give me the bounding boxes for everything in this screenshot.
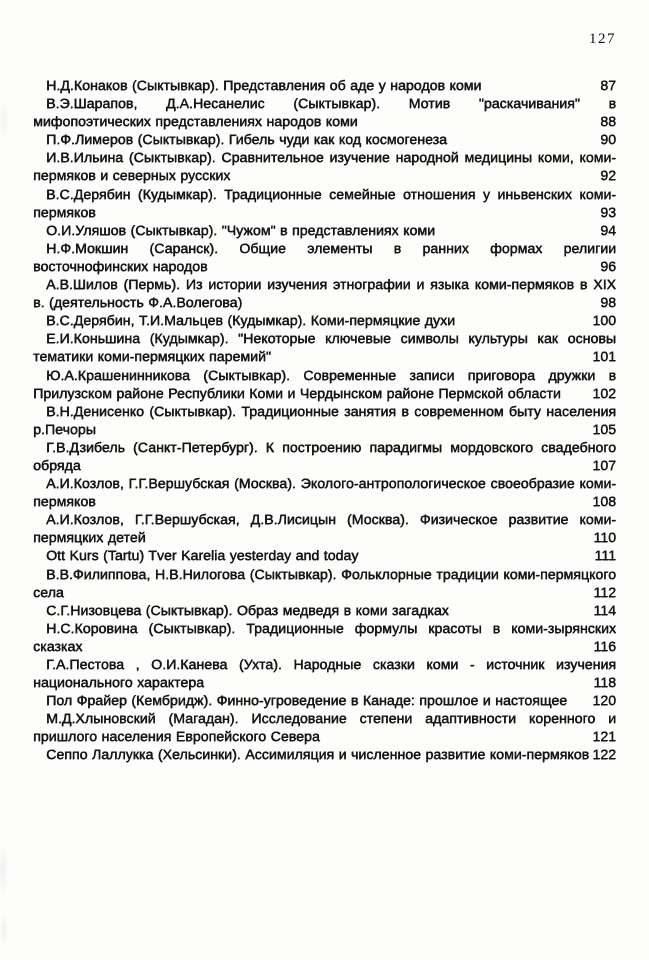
toc-entry xyxy=(33,312,616,330)
toc-entry-page-number: 122 xyxy=(592,747,616,764)
toc-entry xyxy=(33,692,616,710)
toc-entry-page-number: 114 xyxy=(593,602,616,619)
toc-entry-page-number: 90 xyxy=(600,132,616,149)
toc-entry xyxy=(33,511,616,547)
toc-entry-page-number: 120 xyxy=(592,693,616,710)
toc-entry xyxy=(33,566,616,602)
toc-entry xyxy=(33,710,616,746)
toc-entry xyxy=(33,240,616,276)
toc-entry-text: В.В.Филиппова, Н.В.Нилогова (Сыктывкар). Фольклорные традиции коми-пермяцкого села xyxy=(33,566,616,601)
toc-entry-text: А.И.Козлов, Г.Г.Вершубская (Москва). Эколого-антропологическое своеобразие коми-пермяков xyxy=(33,476,616,511)
toc-entry-text: А.В.Шилов (Пермь). Из истории изучения этнографии и языка коми-пермяков в XIX в. (деятельность Ф.А.Волегова) xyxy=(33,277,616,312)
toc-entry-text: Н.С.Коровина (Сыктывкар). Традиционные формулы красоты в коми-зырянских сказках xyxy=(33,620,616,655)
toc-entry-page-number: 108 xyxy=(592,494,616,511)
toc-entry xyxy=(33,149,616,185)
toc-entry xyxy=(33,620,616,656)
toc-entry-page-number: 100 xyxy=(592,313,616,330)
toc-entry-text: С.Г.Низовцева (Сыктывкар). Образ медведя в коми загадках xyxy=(46,602,449,619)
toc-entry-page-number: 111 xyxy=(594,548,616,565)
toc-entry xyxy=(33,403,616,439)
toc-entry-page-number: 87 xyxy=(600,78,616,94)
toc-entry-page-number: 88 xyxy=(600,114,616,131)
toc-entry-text: Ю.А.Крашенинникова (Сыктывкар). Современные записи приговора дружки в Прилузском районе Республики Коми и Чердынском районе Пермской области xyxy=(33,367,616,402)
toc-entry-text: Н.Д.Конаков (Сыктывкар). Представления об аде у народов коми xyxy=(46,78,482,94)
toc-entry-page-number: 93 xyxy=(600,204,616,221)
toc-entry xyxy=(33,746,616,764)
toc-entry xyxy=(33,602,616,620)
toc-entry-text: Г.А.Пестова , О.И.Канева (Ухта). Народные сказки коми - источник изучения национального характера xyxy=(33,657,616,692)
toc-entry-page-number: 107 xyxy=(592,457,616,474)
toc-entry-page-number: 101 xyxy=(592,349,616,366)
toc-entry-text: Е.И.Коньшина (Кудымкар). "Некоторые ключевые символы культуры как основы тематики коми-пермяцких паремий" xyxy=(33,331,616,366)
toc-entry-page-number: 102 xyxy=(592,385,616,402)
toc-entry-text: Пол Фрайер (Кембридж). Финно-угроведение в Канаде: прошлое и настоящее xyxy=(46,693,568,710)
toc-entry xyxy=(33,186,616,222)
toc-entry-page-number: 112 xyxy=(593,584,616,601)
toc-entry-text: Сеппо Лаллукка (Хельсинки). Ассимиляция и численное развитие коми-пермяков xyxy=(46,747,590,764)
toc-entry-text: Н.Ф.Мокшин (Саранск). Общие элементы в ранних формах религии восточнофинских народов xyxy=(33,240,616,275)
toc-entry-page-number: 94 xyxy=(600,222,616,239)
toc-entry xyxy=(33,131,616,149)
toc-entry-text: О.И.Уляшов (Сыктывкар). "Чужом" в представлениях коми xyxy=(46,222,435,239)
toc-entry-page-number: 98 xyxy=(600,295,616,312)
toc-entry xyxy=(33,77,616,95)
toc-entry-text: А.И.Козлов, Г.Г.Вершубская, Д.В.Лисицын (Москва). Физическое развитие коми-пермяцких детей xyxy=(33,512,616,547)
toc-entry-page-number: 92 xyxy=(600,168,616,185)
toc-entry xyxy=(33,439,616,475)
toc-entry-text: В.Н.Денисенко (Сыктывкар). Традиционные занятия в современном быту населения р.Печоры xyxy=(33,403,616,438)
toc-entry-page-number: 121 xyxy=(592,729,616,746)
toc-entry xyxy=(33,95,616,131)
toc-entry-page-number: 110 xyxy=(593,530,616,547)
toc-entry-page-number: 116 xyxy=(593,638,616,655)
toc-entry xyxy=(33,330,616,366)
table-of-contents xyxy=(33,77,616,765)
toc-entry-page-number: 105 xyxy=(592,421,616,438)
toc-entry xyxy=(33,475,616,511)
toc-entry xyxy=(33,547,616,565)
toc-entry-text: И.В.Ильина (Сыктывкар). Сравнительное изучение народной медицины коми, коми-пермяков и северных русских xyxy=(33,150,616,185)
toc-entry-text: П.Ф.Лимеров (Сыктывкар). Гибель чуди как код космогенеза xyxy=(46,132,447,149)
toc-entry-text: В.С.Дерябин, Т.И.Мальцев (Кудымкар). Коми-пермяцкие духи xyxy=(46,313,456,330)
toc-entry-text: В.Э.Шарапов, Д.А.Несанелис (Сыктывкар). Мотив "раскачивания" в мифопоэтических представлениях народов коми xyxy=(33,96,616,131)
toc-entry xyxy=(33,656,616,692)
toc-entry-text: Г.В.Дзибель (Санкт-Петербург). К построению парадигмы мордовского свадебного обряда xyxy=(33,439,616,474)
page-number: 127 xyxy=(589,31,616,47)
toc-entry xyxy=(33,367,616,403)
toc-entry-text: В.С.Дерябин (Кудымкар). Традиционные семейные отношения у иньвенских коми-пермяков xyxy=(33,186,616,221)
toc-entry-page-number: 96 xyxy=(600,258,616,275)
toc-entry xyxy=(33,222,616,240)
toc-entry-text: Ott Kurs (Tartu) Tver Karelia yesterday and today xyxy=(46,548,359,565)
toc-entry-text: М.Д.Хлыновский (Магадан). Исследование степени адаптивности коренного и пришлого населения Европейского Севера xyxy=(33,711,616,746)
toc-entry-page-number: 118 xyxy=(593,675,616,692)
toc-entry xyxy=(33,276,616,312)
